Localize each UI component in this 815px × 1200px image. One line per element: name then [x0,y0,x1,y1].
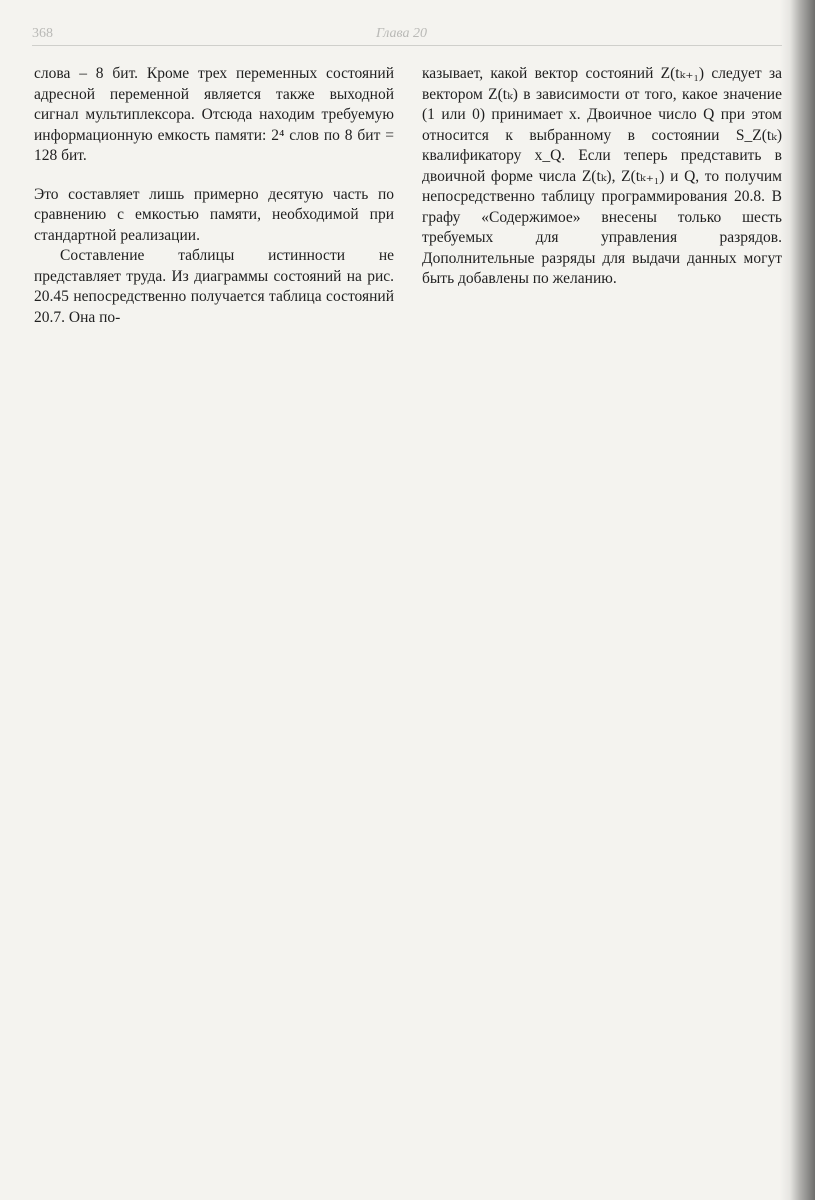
paragraph: казывает, какой вектор состояний Z(tₖ₊₁) следует за вектором Z(tₖ) в зависимости от того, какое значение (1 или 0) принимает x. Двоичное число Q при этом относится к выбранному в состоянии S_Z(tₖ) квалификатору x_Q. Если теперь представить в двоичной форме числа Z(tₖ), Z(tₖ₊₁) и Q, то получим непосредственно таблицу программирования 20.8. В графу «Содержимое» внесены только шесть требуемых для управления разрядов. Дополнительные разряды для выдачи данных могут быть добавлены по желанию. [422,65,782,287]
left-column [34,64,394,328]
paragraph: Это составляет лишь примерно десятую часть по сравнению с емкостью памяти, необходимой при стандартной реализации. [34,185,394,244]
paragraph: слова – 8 бит. Кроме трех переменных состояний адресной переменной является также выходной сигнал мультиплексора. Отсюда находим требуемую информационную емкость памяти: 2⁴ слов по 8 бит = 128 бит. [34,65,394,164]
chapter-title: Глава 20 [376,26,427,41]
header-rule [32,45,782,46]
paragraph: Составление таблицы истинности не представляет труда. Из диаграммы состояний на рис. 20.45 непосредственно получается таблица состояний 20.7. Она по- [34,247,394,326]
running-head [32,26,780,46]
page-number: 368 [32,26,53,41]
right-column [422,64,782,290]
